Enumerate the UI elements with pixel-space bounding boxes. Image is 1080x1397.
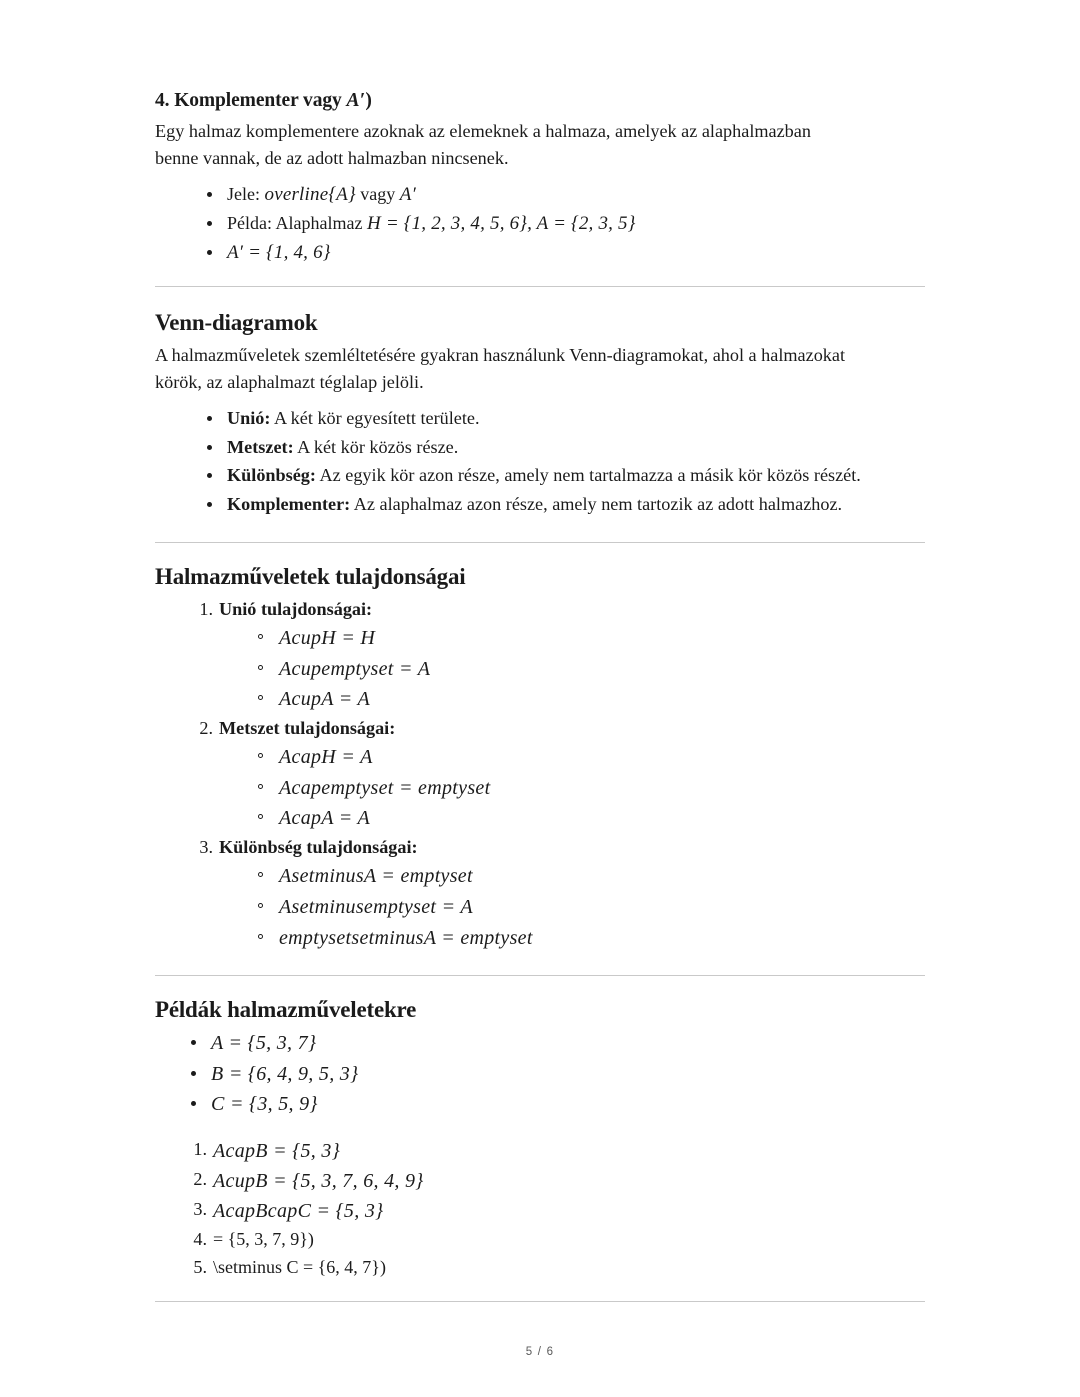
list-item: [205, 181, 925, 209]
bullet-mid: vagy: [355, 184, 400, 205]
list-item: [255, 923, 925, 954]
list-item: [191, 834, 925, 953]
list-komplementer: [155, 181, 925, 267]
list-item: [255, 623, 925, 654]
formula: Acapemptyset = emptyset: [279, 776, 491, 799]
heading-komplementer: [155, 88, 925, 114]
list-item: [185, 1166, 925, 1196]
formula: AcupH = H: [279, 627, 376, 650]
set-c: C = {3, 5, 9}: [211, 1092, 318, 1115]
section-divider: [155, 1301, 925, 1302]
heading-komplementer-math: A′: [346, 90, 366, 111]
list-item: [185, 1254, 925, 1281]
list-tulajdonsagok: [155, 596, 925, 953]
list-item: [185, 1136, 925, 1166]
list-item: [185, 1226, 925, 1253]
list-item: [205, 210, 925, 238]
list-venn: [155, 405, 925, 518]
list-item: [255, 742, 925, 773]
set-b: B = {6, 4, 9, 5, 3}: [211, 1062, 359, 1085]
list-item: [189, 1090, 925, 1119]
bullet-prefix: Jele:: [227, 184, 265, 205]
term-metszet: Metszet:: [227, 436, 294, 457]
list-item: [191, 715, 925, 834]
heading-tulajdonsagok: Halmazműveletek tulajdonságai: [155, 563, 466, 589]
list-item: [189, 1029, 925, 1058]
list-item: [205, 239, 925, 267]
bullet-math: H = {1, 2, 3, 4, 5, 6}, A = {2, 3, 5}: [366, 213, 636, 235]
list-item: [185, 1196, 925, 1226]
formula: AcupA = A: [279, 688, 371, 711]
group-title: Metszet tulajdonságai:: [219, 718, 396, 738]
group-title: Unió tulajdonságai:: [219, 598, 373, 619]
result-formula: AcapB = {5, 3}: [213, 1140, 341, 1163]
heading-komplementer-suffix: ): [365, 90, 372, 111]
paragraph-venn: A halmazműveletek szemléltetésére gyakran használunk Venn-diagramokat, ahol a halmazokat körök, az alaphalmazt téglalap jelöli.: [155, 345, 846, 392]
sublist-metszet: [219, 742, 925, 834]
document-page: [155, 0, 925, 1397]
list-item: [205, 434, 925, 461]
formula: AsetminusA = emptyset: [279, 865, 473, 888]
result-formula: \setminus C = {6, 4, 7}): [213, 1256, 386, 1277]
list-item: [205, 491, 887, 518]
term-kulonbseg: Különbség:: [227, 465, 316, 486]
list-item: [205, 405, 925, 432]
list-item: [189, 1060, 925, 1089]
list-item: [255, 861, 925, 892]
term-metszet-text: A két kör közös része.: [293, 436, 459, 457]
formula: emptysetsetminusA = emptyset: [279, 926, 533, 949]
group-title: Különbség tulajdonságai:: [219, 837, 418, 858]
list-item: [255, 684, 925, 715]
bullet-prefix: Példa: Alaphalmaz: [227, 213, 367, 234]
bullet-math-2: A′: [399, 184, 416, 206]
list-item: [255, 654, 925, 685]
sublist-kulonbseg: [219, 861, 925, 953]
result-formula: AcupB = {5, 3, 7, 6, 4, 9}: [213, 1170, 424, 1193]
heading-venn: Venn-diagramok: [155, 309, 318, 335]
list-item: [255, 892, 925, 923]
term-unio-text: A két kör egyesített területe.: [270, 407, 480, 428]
term-komplementer: Komplementer:: [227, 494, 351, 515]
paragraph-komplementer: Egy halmaz komplementere azoknak az elemeknek a halmaza, amelyek az alaphalmazban benne vannak, de az adott halmazban nincsenek.: [155, 121, 811, 169]
formula: AcapA = A: [279, 807, 371, 830]
list-item: [255, 773, 925, 804]
term-komplementer-text: Az alaphalmaz azon része, amely nem tartozik az adott halmazhoz.: [350, 494, 843, 515]
term-kulonbseg-text: Az egyik kör azon része, amely nem tartalmazza a másik kör közös részét.: [315, 465, 861, 486]
sublist-unio: [219, 623, 925, 715]
list-item: [255, 803, 925, 834]
formula: Asetminusemptyset = A: [279, 895, 473, 918]
list-item: [205, 462, 917, 489]
list-peldak-eredmenyek: [155, 1136, 925, 1281]
set-a: A = {5, 3, 7}: [211, 1032, 317, 1055]
bullet-math: A′ = {1, 4, 6}: [227, 242, 331, 264]
formula: AcapH = A: [279, 746, 373, 769]
result-formula: AcapBcapC = {5, 3}: [213, 1200, 384, 1223]
list-peldak-halmazok: [155, 1029, 925, 1119]
result-formula: = {5, 3, 7, 9}): [213, 1229, 314, 1250]
term-unio: Unió:: [227, 407, 271, 428]
formula: Acupemptyset = A: [279, 657, 431, 680]
heading-peldak: Példák halmazműveletekre: [155, 997, 417, 1023]
heading-komplementer-text: 4. Komplementer vagy: [155, 90, 347, 111]
page-footer: 5 / 6: [525, 1346, 555, 1358]
bullet-math: overline{A}: [264, 184, 356, 206]
list-item: [191, 596, 925, 715]
